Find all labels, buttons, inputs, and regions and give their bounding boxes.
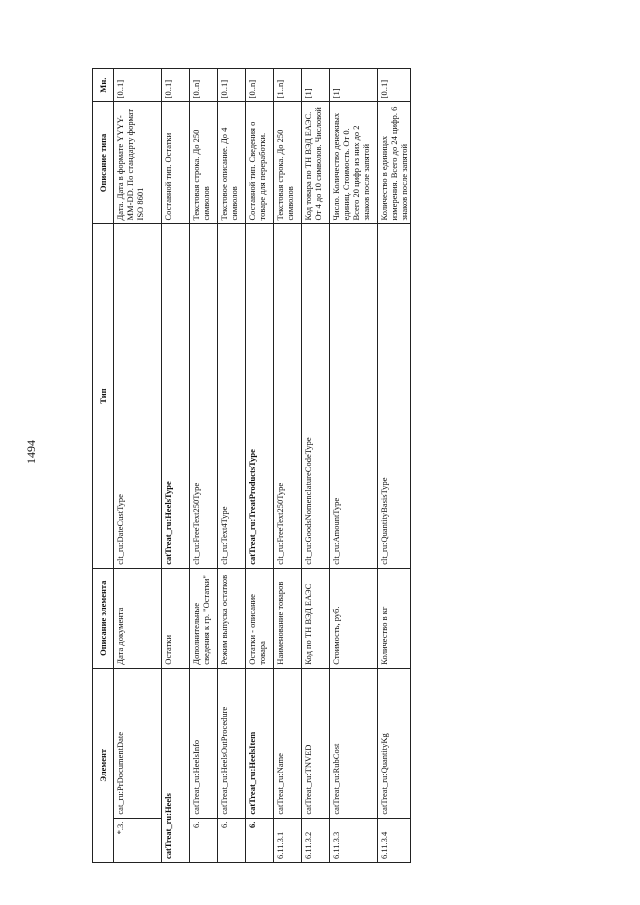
row-element: cat_ru:PrDocumentDate (114, 668, 162, 818)
row-element: catTreat_ru:TNVED (302, 668, 330, 818)
row-desc: Код по ТН ВЭД ЕАЭС (302, 568, 330, 668)
row-desc: Остатки (162, 568, 190, 668)
row-mult: [0..n] (246, 69, 274, 102)
row-type-desc: Текстовая строка. До 250 символов (274, 102, 302, 224)
header-type-desc: Описание типа (93, 102, 114, 224)
row-type-desc: Текстовое описание. До 4 символов (218, 102, 246, 224)
row-num: 6. (190, 818, 218, 862)
row-type-desc: Текстовая строка. До 250 символов (190, 102, 218, 224)
row-type: clt_ru:FreeText250Type (190, 224, 218, 568)
row-num: 6. (218, 818, 246, 862)
table-row (190, 69, 218, 863)
table-row (114, 69, 162, 863)
row-type-desc: Количество в единицах измерения. Всего до 24 цифр. 6 знаков после запятой (378, 102, 411, 224)
row-num: 6.11.3.4 (378, 818, 411, 862)
table-row (274, 69, 302, 863)
table-header-row (93, 69, 114, 863)
row-element: catTreat_ru:Heels (162, 668, 190, 862)
table-row (162, 69, 190, 863)
row-desc: Дата документа (114, 568, 162, 668)
header-type: Тип (93, 224, 114, 568)
table-row (378, 69, 411, 863)
row-desc: Стоимость, руб. (330, 568, 378, 668)
row-desc: Режим выпуска остатков (218, 568, 246, 668)
table-row (218, 69, 246, 863)
row-desc: Количество в кг (378, 568, 411, 668)
row-mult: [0..1] (162, 69, 190, 102)
row-element: catTreat_ru:HeelsInfo (190, 668, 218, 818)
row-type: clt_ru:AmountType (330, 224, 378, 568)
row-type-desc: Составной тип. Остатки (162, 102, 190, 224)
page-number: 1494 (24, 440, 38, 464)
row-type: clt_ru:FreeText250Type (274, 224, 302, 568)
header-element-desc: Описание элемента (93, 568, 114, 668)
row-type-desc: Дата. Дата в формате YYYY-MM-DD. По стандарту формат ISO 8601 (114, 102, 162, 224)
row-num: 6.11.3.2 (302, 818, 330, 862)
row-num: 6.11.3.3 (330, 818, 378, 862)
row-element: catTreat_ru:HeelsOutProcedure (218, 668, 246, 818)
row-mult: [0..1] (218, 69, 246, 102)
row-element: catTreat_ru:RubCost (330, 668, 378, 818)
row-mult: [1] (302, 69, 330, 102)
row-type: catTreat_ru:TreatProductsType (246, 224, 274, 568)
row-type: clt_ru:GoodsNomenclatureCodeType (302, 224, 330, 568)
row-desc: Наименование товаров (274, 568, 302, 668)
rotated-table-container (92, 68, 476, 863)
row-type-desc: Число. Количество денежных единиц. Стоимость. От 0. Всего 20 цифр из них до 2 знаков после запятой (330, 102, 378, 224)
row-mult: [0..n] (190, 69, 218, 102)
row-element: catTreat_ru:HeelsItem (246, 668, 274, 818)
row-mult: [0..1] (378, 69, 411, 102)
table-row (302, 69, 330, 863)
row-mult: [1..n] (274, 69, 302, 102)
table-row (330, 69, 378, 863)
row-type-desc: Составной тип. Сведения о товаре для переработки. (246, 102, 274, 224)
row-num: 6. (246, 818, 274, 862)
elements-table (92, 68, 411, 863)
row-type-desc: Код товара по ТН ВЭД ЕАЭС. От 4 до 10 символов. Числовой (302, 102, 330, 224)
header-element: Элемент (93, 668, 114, 862)
row-mult: [0..1] (114, 69, 162, 102)
row-desc: Дополнительные сведения к гр. "Остатки" (190, 568, 218, 668)
row-num: *.3. (114, 818, 162, 862)
table-row (246, 69, 274, 863)
row-mult: [1] (330, 69, 378, 102)
row-type: clt_ru:Text4Type (218, 224, 246, 568)
row-desc: Остатки - описание товара (246, 568, 274, 668)
row-element: catTreat_ru:QuantityKg (378, 668, 411, 818)
row-type: clt_ru:DateCustType (114, 224, 162, 568)
row-type: catTreat_ru:HeelsType (162, 224, 190, 568)
row-type: clt_ru:QuantityBasisType (378, 224, 411, 568)
header-mult: Мн. (93, 69, 114, 102)
row-element: catTreat_ru:Name (274, 668, 302, 818)
row-num: 6.11.3.1 (274, 818, 302, 862)
